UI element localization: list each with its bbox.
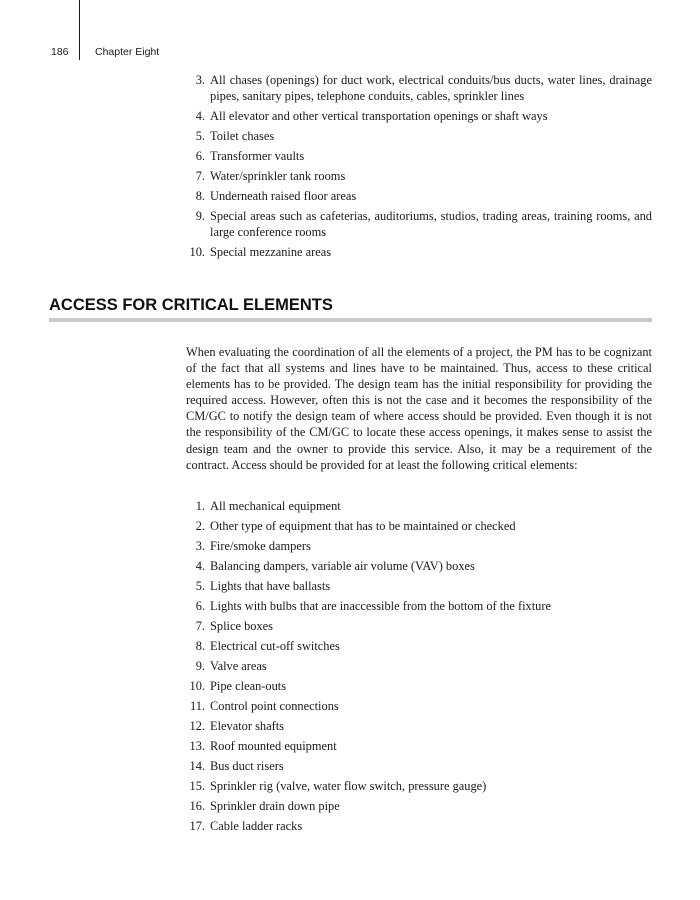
item-text: Lights that have ballasts bbox=[210, 579, 331, 593]
item-number: 3. bbox=[195, 539, 205, 553]
item-number: 12. bbox=[189, 719, 205, 733]
item-text: Bus duct risers bbox=[210, 759, 284, 773]
item-text: Cable ladder racks bbox=[210, 819, 303, 833]
item-text: All chases (openings) for duct work, electrical conduits/bus ducts, water lines, drainage pipes, sanitary pipes, telephone conduits, cables, sprinkler lines bbox=[210, 73, 652, 103]
item-text: Sprinkler drain down pipe bbox=[210, 799, 340, 813]
list-item bbox=[186, 72, 652, 104]
item-text: All elevator and other vertical transportation openings or shaft ways bbox=[210, 109, 548, 123]
item-text: Toilet chases bbox=[210, 129, 275, 143]
item-number: 2. bbox=[195, 519, 205, 533]
item-text: Electrical cut-off switches bbox=[210, 639, 340, 653]
list-item bbox=[186, 618, 652, 634]
list-item bbox=[186, 558, 652, 574]
item-number: 8. bbox=[195, 189, 205, 203]
list-item bbox=[186, 738, 652, 754]
list-item bbox=[186, 188, 652, 204]
item-text: Special mezzanine areas bbox=[210, 245, 332, 259]
list-item bbox=[186, 578, 652, 594]
item-number: 6. bbox=[195, 599, 205, 613]
item-number: 1. bbox=[195, 499, 205, 513]
item-number: 6. bbox=[195, 149, 205, 163]
page-number: 186 bbox=[51, 46, 69, 58]
list-item bbox=[186, 598, 652, 614]
list-item bbox=[186, 778, 652, 794]
item-number: 7. bbox=[195, 169, 205, 183]
item-text: Transformer vaults bbox=[210, 149, 305, 163]
item-text: Water/sprinkler tank rooms bbox=[210, 169, 346, 183]
list-item bbox=[186, 758, 652, 774]
body-paragraph: When evaluating the coordination of all the elements of a project, the PM has to be cognizant of the fact that all systems and lines have to be maintained. Thus, access to these critical elements has to be provided. The design team has the initial responsibility for providing the required access. However, often this is not the case and it becomes the responsibility of the CM/GC to notify the design team of where access should be provided. Even though it is not the responsibility of the CM/GC to locate these access openings, it makes sense to assist the design team and the owner to provide this service. Also, it may be a requirement of the contract. Access should be provided for at least the following critical elements: bbox=[186, 345, 652, 472]
list-item bbox=[186, 638, 652, 654]
list-item bbox=[186, 658, 652, 674]
list-item bbox=[186, 518, 652, 534]
item-number: 14. bbox=[189, 759, 205, 773]
list-item bbox=[186, 168, 652, 184]
item-number: 11. bbox=[189, 699, 205, 713]
item-number: 17. bbox=[189, 819, 205, 833]
list-item bbox=[186, 208, 652, 240]
list-item bbox=[186, 798, 652, 814]
item-text: Valve areas bbox=[210, 659, 267, 673]
list-item bbox=[186, 718, 652, 734]
item-text: Splice boxes bbox=[210, 619, 273, 633]
item-text: Other type of equipment that has to be maintained or checked bbox=[210, 519, 516, 533]
list-item bbox=[186, 818, 652, 834]
item-number: 16. bbox=[189, 799, 205, 813]
list-item bbox=[186, 108, 652, 124]
list-item bbox=[186, 698, 652, 714]
item-number: 9. bbox=[195, 209, 205, 223]
item-text: Fire/smoke dampers bbox=[210, 539, 311, 553]
list-item bbox=[186, 244, 652, 260]
item-number: 3. bbox=[195, 73, 205, 87]
item-text: Roof mounted equipment bbox=[210, 739, 337, 753]
item-text: Sprinkler rig (valve, water flow switch, pressure gauge) bbox=[210, 779, 487, 793]
list-item bbox=[186, 538, 652, 554]
item-number: 10. bbox=[189, 679, 205, 693]
section-heading: ACCESS FOR CRITICAL ELEMENTS bbox=[49, 296, 652, 322]
item-text: Control point connections bbox=[210, 699, 339, 713]
item-number: 4. bbox=[195, 109, 205, 123]
chases-list bbox=[186, 72, 652, 264]
item-text: Special areas such as cafeterias, auditoriums, studios, trading areas, training rooms, and large conference rooms bbox=[210, 209, 652, 239]
critical-elements-list bbox=[186, 498, 652, 838]
item-number: 5. bbox=[195, 129, 205, 143]
chapter-label: Chapter Eight bbox=[95, 46, 160, 58]
list-item bbox=[186, 678, 652, 694]
list-item bbox=[186, 498, 652, 514]
item-number: 9. bbox=[195, 659, 205, 673]
item-text: All mechanical equipment bbox=[210, 499, 341, 513]
item-text: Balancing dampers, variable air volume (VAV) boxes bbox=[210, 559, 475, 573]
item-text: Elevator shafts bbox=[210, 719, 284, 733]
item-number: 10. bbox=[189, 245, 205, 259]
item-text: Lights with bulbs that are inaccessible from the bottom of the fixture bbox=[210, 599, 552, 613]
item-number: 8. bbox=[195, 639, 205, 653]
list-item bbox=[186, 128, 652, 144]
item-text: Underneath raised floor areas bbox=[210, 189, 357, 203]
item-number: 7. bbox=[195, 619, 205, 633]
item-text: Pipe clean-outs bbox=[210, 679, 287, 693]
item-number: 5. bbox=[195, 579, 205, 593]
item-number: 13. bbox=[189, 739, 205, 753]
item-number: 15. bbox=[189, 779, 205, 793]
header-divider bbox=[79, 0, 80, 60]
list-item bbox=[186, 148, 652, 164]
item-number: 4. bbox=[195, 559, 205, 573]
